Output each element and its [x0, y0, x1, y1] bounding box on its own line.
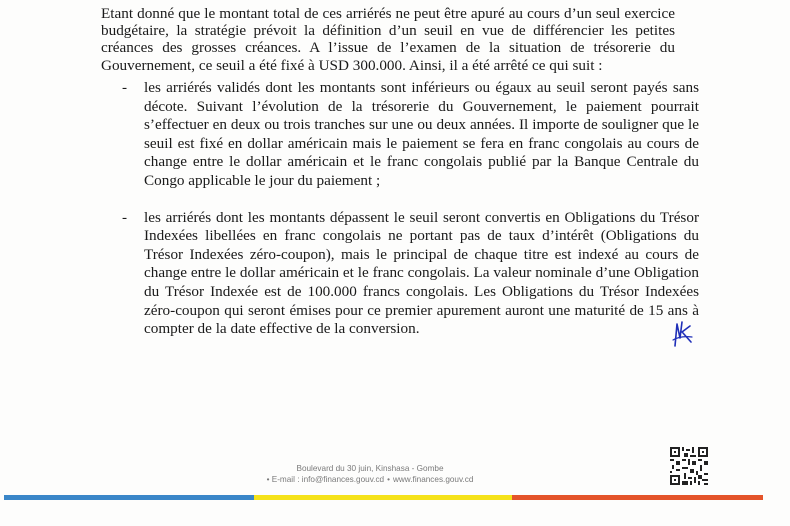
bullet-marker: - [122, 79, 128, 96]
footer-street: Boulevard du 30 juin, Kinshasa - Gombe [296, 464, 444, 473]
bullet-text: les arriérés validés dont les montants sont inférieurs ou égaux au seuil seront payés sans décote. Suivant l’évolution de la trésorerie du Gouvernement, le paiement pourrait s’effectuer en deux ou trois tranches sur une ou deux années. Il importe de souligner que le seuil est fixé en dollar américain mais le paiement se fera en franc congolais au cours de change entre le dollar américain et le franc congolais publié par la Banque Centrale du Congo applicable le jour du paiement ; [144, 79, 699, 189]
footer-email: • E-mail : info@finances.gouv.cd [266, 475, 385, 484]
footer-stripe-red [512, 495, 763, 500]
handwritten-initials-icon [670, 318, 694, 350]
bullet-marker: - [122, 208, 128, 226]
intro-paragraph: Etant donné que le montant total de ces arriérés ne peut être apuré au cours d’un seul exercice budgétaire, la stratégie prévoit la définition d’un seuil en vue de différencier les petites créances des grosses créances. A l’issue de l’examen de la situation de trésorerie du Gouvernement, ce seuil a été fixé à USD 300.000. Ainsi, il a été arrêté ce qui suit : [101, 5, 675, 74]
footer-stripe-yellow [254, 495, 512, 500]
bullet-text: les arriérés dont les montants dépassent le seuil seront convertis en Obligations du Trésor Indexées libellées en franc congolais ne portant pas de taux d’intérêt (Obligations du Trésor Indexées zéro-coupon), mais le principal de chaque titre est indexé au cours de change entre le dollar américain et le franc congolais. La valeur nominale d’une Obligation du Trésor Indexée est de 100.000 francs congolais. Les Obligations du Trésor Indexées zéro-coupon qui seront émises pour ce premier apurement auront une maturité de 15 ans à compter de la date effective de la conversion. [144, 208, 699, 338]
footer-website: www.finances.gouv.cd [392, 475, 474, 484]
list-item [101, 79, 701, 191]
footer-contact-line [240, 474, 500, 485]
bullet-list [101, 79, 701, 339]
footer-stripe-blue [4, 495, 254, 500]
footer-separator: • [387, 475, 390, 484]
list-item [101, 209, 701, 339]
qr-code-icon [670, 447, 708, 485]
footer-address [240, 463, 500, 485]
